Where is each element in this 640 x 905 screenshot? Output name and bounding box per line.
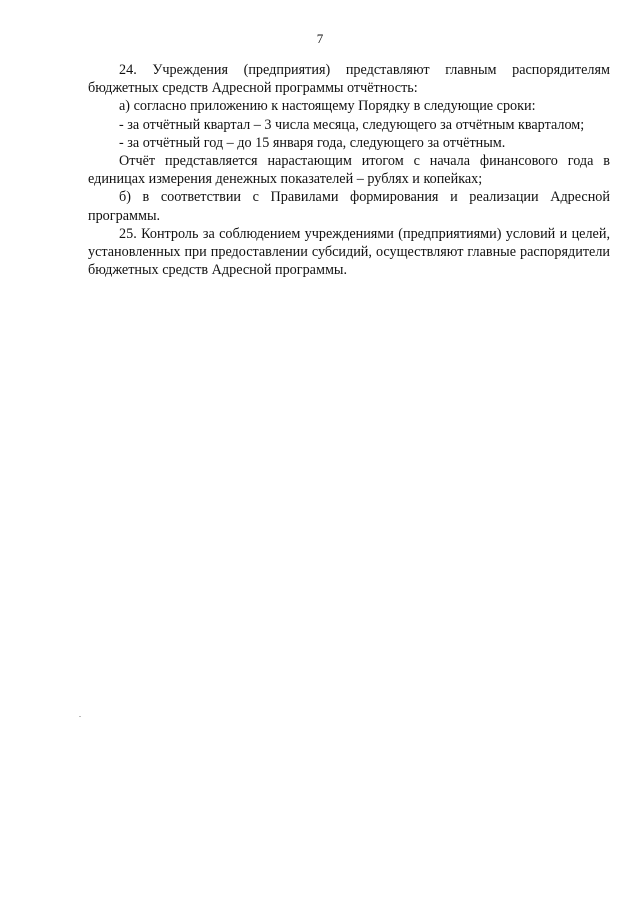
scan-speck bbox=[79, 716, 81, 717]
page-number: 7 bbox=[316, 31, 324, 46]
paragraph-24a: а) согласно приложению к настоящему Порядку в следующие сроки: bbox=[119, 98, 536, 115]
paragraph-report-cumulative: Отчёт представляется нарастающим итогом с начала финансового года в единицах измерения денежных показателей – рублях и копейках; bbox=[88, 153, 610, 188]
paragraph-quarter-deadline: - за отчётный квартал – 3 числа месяца, следующего за отчётным кварталом; bbox=[119, 116, 585, 133]
paragraph-24b: б) в соответствии с Правилами формирования и реализации Адресной программы. bbox=[88, 189, 610, 224]
paragraph-25: 25. Контроль за соблюдением учреждениями (предприятиями) условий и целей, установленных при предоставлении субсидий, осуществляют главные распорядители бюджетных средств Адресной программы. bbox=[88, 225, 610, 279]
paragraph-24-intro: 24. Учреждения (предприятия) представляют главным распорядителям бюджетных средств Адресной программы отчётность: bbox=[88, 62, 610, 97]
document-body bbox=[88, 61, 610, 279]
paragraph-year-deadline: - за отчётный год – до 15 января года, следующего за отчётным. bbox=[119, 134, 506, 151]
